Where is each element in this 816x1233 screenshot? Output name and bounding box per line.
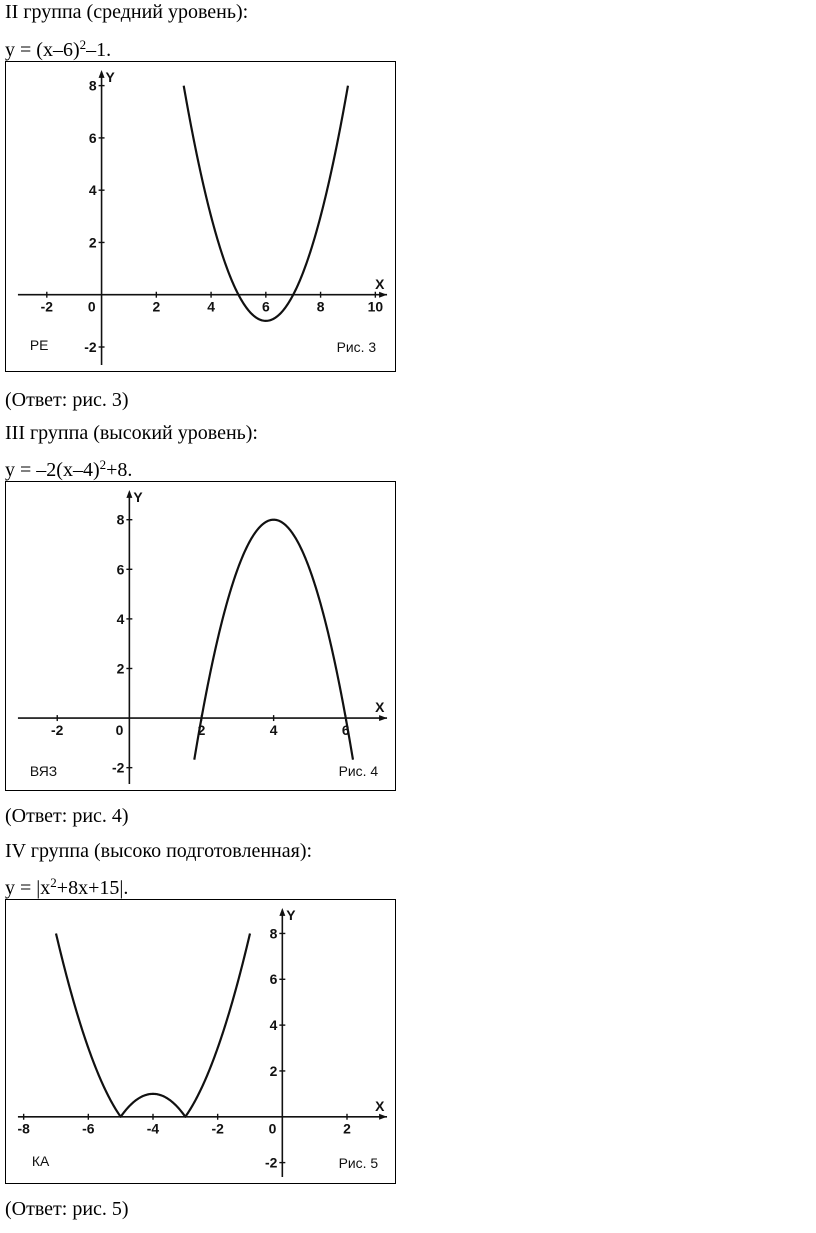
y-tick-label: 8 bbox=[116, 511, 125, 528]
x-tick-label: 6 bbox=[261, 298, 270, 315]
equation-prefix: y = –2(x–4) bbox=[5, 459, 100, 481]
x-tick-label: -4 bbox=[146, 1120, 160, 1137]
chart-figure-5 bbox=[6, 900, 395, 1183]
y-axis-label: Y bbox=[105, 68, 115, 85]
figure-code: ВЯЗ bbox=[29, 763, 58, 780]
parabola-curve bbox=[184, 86, 348, 321]
x-tick-label: 0 bbox=[115, 721, 124, 738]
equation-exponent: 2 bbox=[99, 457, 107, 472]
x-axis-label: X bbox=[375, 275, 385, 292]
y-tick-label: -2 bbox=[84, 338, 97, 355]
x-tick-label: 4 bbox=[207, 298, 215, 315]
x-tick-label: -6 bbox=[82, 1120, 95, 1137]
y-tick-label: 2 bbox=[116, 660, 125, 677]
section-heading: II группа (средний уровень): bbox=[5, 1, 249, 23]
x-tick-label: 4 bbox=[269, 721, 278, 738]
figure-5 bbox=[5, 899, 396, 1184]
section-heading: IV группа (высоко подготовленная): bbox=[5, 840, 313, 862]
x-tick-label: -2 bbox=[51, 721, 64, 738]
equation bbox=[5, 38, 111, 62]
x-tick-label: 0 bbox=[87, 298, 96, 315]
x-axis-label: X bbox=[375, 1097, 385, 1114]
x-axis-arrow bbox=[379, 1114, 387, 1120]
section-heading: III группа (высокий уровень): bbox=[5, 422, 258, 444]
equation-suffix: +8x+15|. bbox=[56, 877, 129, 899]
y-tick-label: 6 bbox=[116, 561, 125, 578]
figure-3 bbox=[5, 61, 396, 372]
equation bbox=[5, 876, 128, 900]
y-tick-label: 6 bbox=[88, 129, 97, 146]
equation bbox=[5, 458, 132, 482]
answer: (Ответ: рис. 5) bbox=[5, 1198, 129, 1220]
y-axis-arrow bbox=[99, 70, 105, 78]
x-tick-label: -8 bbox=[17, 1120, 30, 1137]
y-tick-label: -2 bbox=[264, 1154, 278, 1171]
figure-4 bbox=[5, 481, 396, 791]
y-tick-label: 4 bbox=[88, 182, 97, 199]
chart-figure-4 bbox=[6, 482, 395, 790]
x-tick-label: 10 bbox=[367, 298, 384, 315]
equation-prefix: y = |x bbox=[5, 877, 51, 899]
y-tick-label: 2 bbox=[269, 1062, 278, 1079]
equation-exponent: 2 bbox=[79, 37, 87, 52]
y-axis-label: Y bbox=[286, 906, 296, 923]
x-tick-label: -2 bbox=[211, 1120, 224, 1137]
x-tick-label: 6 bbox=[341, 721, 350, 738]
y-tick-label: -2 bbox=[112, 759, 125, 776]
equation-exponent: 2 bbox=[50, 875, 57, 890]
y-tick-label: 8 bbox=[88, 77, 97, 94]
figure-caption: Рис. 4 bbox=[338, 763, 379, 780]
parabola-curve bbox=[56, 933, 250, 1116]
y-tick-label: 2 bbox=[88, 234, 97, 251]
y-axis-label: Y bbox=[133, 488, 143, 505]
x-tick-label: 2 bbox=[197, 721, 206, 738]
y-tick-label: 8 bbox=[269, 925, 278, 942]
chart-figure-3 bbox=[6, 62, 395, 371]
answer: (Ответ: рис. 4) bbox=[5, 805, 129, 827]
equation-suffix: +8. bbox=[106, 459, 133, 481]
x-axis-arrow bbox=[379, 292, 387, 298]
figure-caption: Рис. 3 bbox=[336, 339, 377, 356]
x-tick-label: 0 bbox=[268, 1120, 277, 1137]
figure-code: РЕ bbox=[29, 337, 49, 354]
y-axis-arrow bbox=[279, 908, 285, 916]
y-tick-label: 4 bbox=[116, 610, 125, 627]
x-axis-label: X bbox=[375, 699, 385, 716]
y-axis-arrow bbox=[126, 490, 132, 498]
y-tick-label: 4 bbox=[269, 1017, 278, 1034]
x-tick-label: 2 bbox=[152, 298, 161, 315]
figure-code: КА bbox=[31, 1153, 50, 1170]
x-axis-arrow bbox=[379, 715, 387, 721]
x-tick-label: -2 bbox=[40, 298, 54, 315]
y-tick-label: 6 bbox=[269, 971, 278, 988]
equation-suffix: –1. bbox=[86, 39, 112, 61]
x-tick-label: 8 bbox=[316, 298, 325, 315]
figure-caption: Рис. 5 bbox=[338, 1155, 379, 1172]
equation-prefix: y = (x–6) bbox=[5, 39, 80, 61]
x-tick-label: 2 bbox=[343, 1120, 351, 1137]
answer: (Ответ: рис. 3) bbox=[5, 389, 129, 411]
